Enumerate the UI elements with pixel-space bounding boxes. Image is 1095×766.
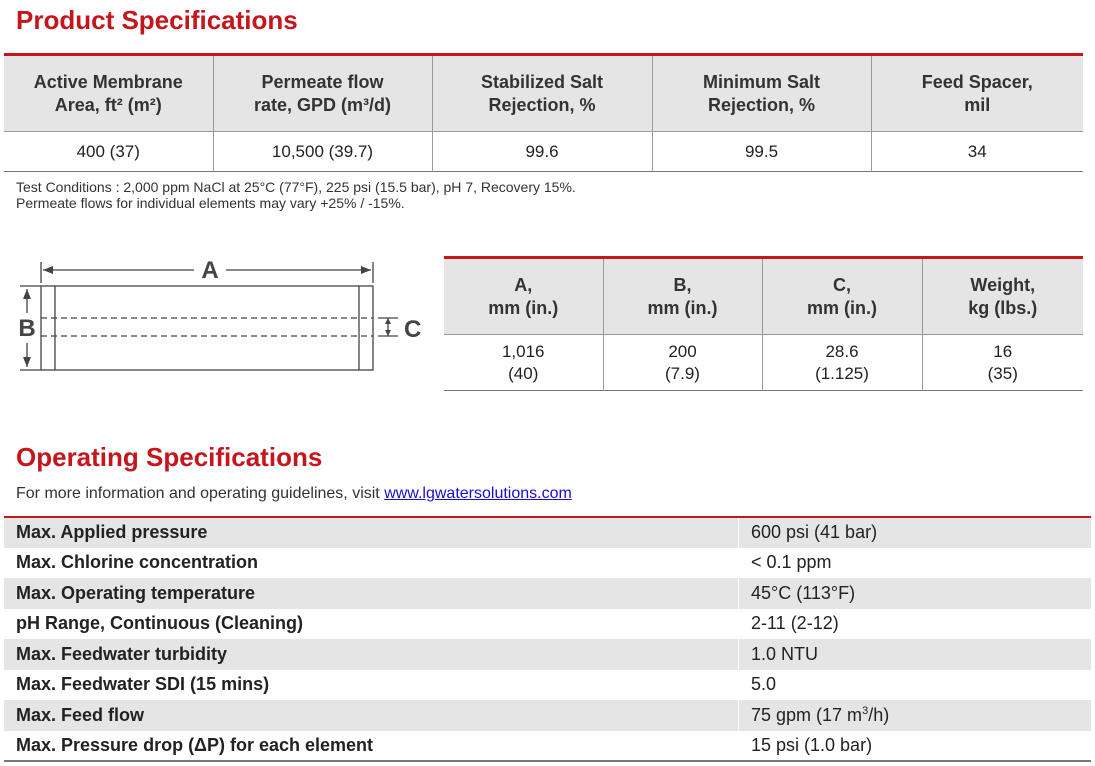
param-label: Max. Operating temperature xyxy=(4,578,739,609)
param-label: Max. Feed flow xyxy=(4,700,739,731)
param-value: 15 psi (1.0 bar) xyxy=(751,734,873,755)
b-arrow-top xyxy=(23,289,31,299)
table-row xyxy=(4,517,1091,548)
table-row xyxy=(4,548,1091,579)
header-minimum-salt-rejection: Minimum Salt Rejection, % xyxy=(652,55,871,132)
param-value: 75 gpm (17 $m^3/h$) xyxy=(739,700,1092,731)
table-row xyxy=(4,132,1083,172)
product-specifications-title: Product Specifications xyxy=(16,5,298,35)
operating-specifications-title: Operating Specifications xyxy=(16,442,323,472)
param-value: 1.0 NTU xyxy=(739,639,1092,670)
permeate-variance-note: Permeate flows for individual elements may vary +25% / -15%. xyxy=(16,195,405,211)
value-stabilized-salt-rejection: 99.6 xyxy=(432,132,652,172)
param-label: Max. Applied pressure xyxy=(4,517,739,548)
value-feed-spacer: 34 xyxy=(871,132,1083,172)
header-dimension-c: C, mm (in.) xyxy=(762,258,922,335)
param-label: Max. Pressure drop (ΔP) for each element xyxy=(4,731,739,762)
param-value: 5.0 xyxy=(751,674,777,695)
dimensions-table xyxy=(444,256,1083,391)
table-row xyxy=(4,639,1091,670)
param-value: < 0.1 ppm xyxy=(751,552,832,573)
product-specifications-table xyxy=(4,53,1083,172)
label-b: B xyxy=(18,315,36,342)
value-minimum-salt-rejection: 99.5 xyxy=(652,132,871,172)
table-row xyxy=(4,578,1091,609)
value-dimension-c: 28.6 (1.125) xyxy=(762,335,922,391)
operating-intro: For more information and operating guidelines, visit www.lgwatersolutions.com xyxy=(16,485,572,502)
element-outline xyxy=(41,286,373,370)
label-a: A xyxy=(201,257,219,284)
param-label: Max. Chlorine concentration xyxy=(4,548,739,579)
table-header-row xyxy=(4,55,1083,132)
param-label: Max. Feedwater turbidity xyxy=(4,639,739,670)
param-value: 2-11 (2-12) xyxy=(751,613,839,634)
website-link[interactable]: www.lgwatersolutions.com xyxy=(384,485,572,502)
header-permeate-flow-rate: Permeate flow rate, GPD (m³/d) xyxy=(213,55,432,132)
value-dimension-a: 1,016 (40) xyxy=(501,341,545,383)
param-value: 600 psi (41 bar) xyxy=(739,517,1092,548)
c-arrow-bottom xyxy=(385,330,391,336)
table-row xyxy=(444,335,1083,391)
param-value: 45°C (113°F) xyxy=(739,578,1092,609)
header-dimension-b: B, mm (in.) xyxy=(603,258,762,335)
header-feed-spacer: Feed Spacer, mil xyxy=(871,55,1083,132)
value-dimension-b: 200 (7.9) xyxy=(603,335,762,391)
table-row xyxy=(4,731,1091,762)
b-arrow-bottom xyxy=(23,357,31,367)
a-arrow-left xyxy=(43,266,53,274)
table-row xyxy=(4,609,1091,640)
header-active-membrane-area: Active Membrane Area, ft² (m²) xyxy=(4,55,213,132)
element-dimension-diagram xyxy=(14,255,424,375)
value-weight: 16 (35) xyxy=(922,335,1083,391)
header-stabilized-salt-rejection: Stabilized Salt Rejection, % xyxy=(432,55,652,132)
test-conditions-note: Test Conditions : 2,000 ppm NaCl at 25°C (77°F), 225 psi (15.5 bar), pH 7, Recovery 15%. xyxy=(16,179,576,195)
value-permeate-flow-rate: 10,500 (39.7) xyxy=(213,132,432,172)
param-label: Max. Feedwater SDI (15 mins) xyxy=(4,670,739,701)
operating-specifications-table xyxy=(4,516,1091,762)
table-header-row xyxy=(444,258,1083,335)
table-row xyxy=(4,700,1091,731)
table-row xyxy=(4,670,1091,701)
a-arrow-right xyxy=(361,266,371,274)
header-dimension-a: A, mm (in.) xyxy=(444,258,603,335)
value-active-membrane-area: 400 (37) xyxy=(76,141,140,161)
label-c: C xyxy=(404,316,422,343)
test-conditions-notes xyxy=(16,179,576,211)
c-arrow-top xyxy=(385,318,391,324)
header-weight: Weight, kg (lbs.) xyxy=(922,258,1083,335)
param-label: pH Range, Continuous (Cleaning) xyxy=(4,609,739,640)
